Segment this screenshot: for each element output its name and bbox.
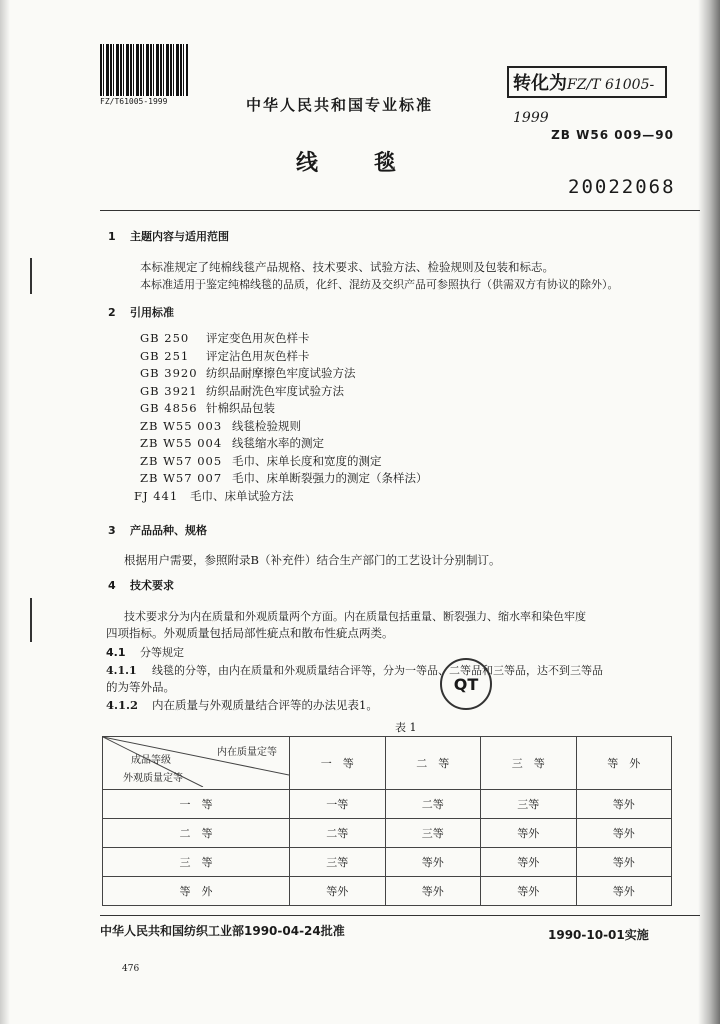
scan-shadow-left (0, 0, 10, 1024)
section-1-heading (108, 228, 229, 244)
reference-item: ZB W55 004 线毯缩水率的测定 (140, 436, 324, 450)
conversion-stamp (507, 66, 667, 126)
section-4-number: 4 (108, 579, 116, 592)
table-cell: 二等 (385, 790, 481, 819)
margin-mark (30, 598, 32, 642)
section-3-paragraph: 根据用户需要，参照附录B（补充件）结合生产部门的工艺设计分别制订。 (124, 553, 501, 567)
reference-item: GB 251 评定沾色用灰色样卡 (140, 348, 310, 363)
section-3-number: 3 (108, 524, 116, 537)
row-label: 一 等 (103, 790, 290, 819)
reference-item: ZB W57 005 毛巾、床单长度和宽度的测定 (140, 453, 382, 468)
table-cell: 等外 (481, 877, 577, 906)
section-1-paragraph-2: 本标准适用于鉴定纯棉线毯的品质，化纤、混纺及交织产品可参照执行（供需双方有协议的除外）。 (140, 278, 619, 291)
reference-item: GB 3921 纺织品耐洗色牢度试验方法 (140, 383, 344, 398)
reference-item: ZB W57 007 毛巾、床单断裂强力的测定（条样法） (140, 471, 428, 485)
table-header-row (103, 737, 672, 790)
section-1-number: 1 (108, 230, 116, 243)
page-title: 线毯 (296, 150, 453, 176)
table-row (103, 848, 672, 877)
barcode-text: FZ/T61005-1999 (100, 97, 168, 106)
section-1-title: 主题内容与适用范围 (130, 230, 229, 243)
table-cell: 等外 (481, 848, 577, 877)
page-number: 476 (122, 964, 140, 974)
table-row (103, 790, 672, 819)
table-row (103, 819, 672, 848)
column-header: 二 等 (385, 737, 481, 790)
serial-number: 20022068 (568, 176, 676, 198)
scan-shadow-right (698, 0, 720, 1024)
table-cell: 一等 (290, 790, 386, 819)
implementation-date: 1990-10-01实施 (548, 928, 649, 942)
section-4-heading (108, 577, 174, 593)
section-3-heading (108, 522, 207, 538)
table-cell: 三等 (481, 790, 577, 819)
reference-item: FJ 441 毛巾、床单试验方法 (134, 488, 294, 503)
section-2-heading (108, 304, 174, 320)
barcode (100, 44, 188, 96)
table-cell: 等外 (576, 790, 672, 819)
section-4-paragraph-line-1: 技术要求分为内在质量和外观质量两个方面。内在质量包括重量、断裂强力、缩水率和染色牢度 (124, 610, 586, 623)
column-header: 等 外 (576, 737, 672, 790)
column-header: 三 等 (481, 737, 577, 790)
row-label: 三 等 (103, 848, 290, 877)
section-4-1-1-line-2: 的为等外品。 (106, 680, 175, 694)
reference-item: GB 3920 纺织品耐摩擦色牢度试验方法 (140, 366, 356, 380)
row-label: 等 外 (103, 877, 290, 906)
divider-bottom (100, 915, 700, 916)
table-corner-cell (103, 737, 290, 790)
divider-top (100, 210, 700, 211)
section-4-1-2: 4.1.2 内在质量与外观质量结合评等的办法见表1。 (106, 698, 378, 712)
corner-label-internal: 内在质量定等 (217, 747, 277, 758)
section-4-1-heading: 4.1 分等规定 (106, 646, 184, 659)
section-2-title: 引用标准 (130, 306, 174, 319)
reference-list (134, 330, 428, 505)
section-3-title: 产品品种、规格 (130, 524, 207, 537)
table-cell: 等外 (576, 848, 672, 877)
table-cell: 二等 (290, 819, 386, 848)
reference-item: GB 4856 针棉织品包装 (140, 401, 275, 415)
reference-item: GB 250 评定变色用灰色样卡 (140, 331, 310, 345)
section-4-title: 技术要求 (130, 579, 174, 592)
approval-line: 中华人民共和国纺织工业部1990-04-24批准 (100, 924, 345, 938)
table-cell: 等外 (385, 877, 481, 906)
reference-item: ZB W55 003 线毯检验规则 (140, 418, 301, 433)
row-label: 二 等 (103, 819, 290, 848)
standard-number: ZB W56 009—90 (551, 128, 674, 142)
corner-label-grade: 成品等级 (131, 755, 171, 766)
table-cell: 等外 (576, 819, 672, 848)
table-cell: 等外 (481, 819, 577, 848)
table-cell: 三等 (290, 848, 386, 877)
section-4-paragraph-line-2: 四项指标。外观质量包括局部性疵点和散布性疵点两类。 (106, 626, 394, 640)
document-type: 中华人民共和国专业标准 (246, 96, 434, 114)
table-cell: 三等 (385, 819, 481, 848)
table-row (103, 877, 672, 906)
grade-table (102, 736, 672, 906)
margin-mark (30, 258, 32, 294)
table-cell: 等外 (385, 848, 481, 877)
section-4-1-1-line-1: 4.1.1 线毯的分等，由内在质量和外观质量结合评等，分为一等品、二等品和三等品，达不到三等品 (106, 664, 603, 677)
section-1-paragraph-1: 本标准规定了纯棉线毯产品规格、技术要求、试验方法、检验规则及包装和标志。 (140, 260, 554, 274)
column-header: 一 等 (290, 737, 386, 790)
table-caption: 表 1 (395, 721, 417, 734)
table-cell: 等外 (576, 877, 672, 906)
stamp-handwritten: FZ/T 61005-1999 (513, 77, 655, 126)
stamp-prefix: 转化为 (513, 73, 567, 94)
section-2-number: 2 (108, 306, 116, 319)
certification-seal: QT (440, 658, 492, 710)
corner-label-appearance: 外观质量定等 (123, 773, 183, 784)
table-cell: 等外 (290, 877, 386, 906)
